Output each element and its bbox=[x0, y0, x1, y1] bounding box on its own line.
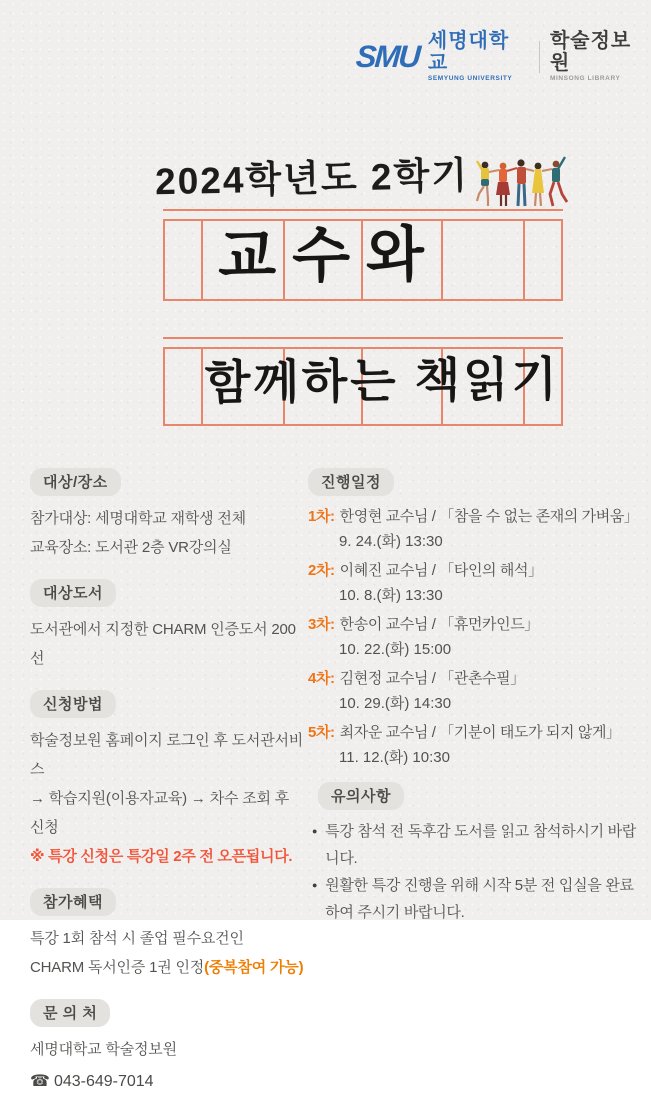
grid-line bbox=[163, 299, 563, 301]
smu-logo-icon: SMU bbox=[354, 39, 421, 75]
schedule-no: 2차: bbox=[308, 562, 335, 579]
grid-line bbox=[163, 209, 563, 211]
schedule-item bbox=[308, 720, 644, 770]
schedule-date: 11. 12.(화) 10:30 bbox=[339, 749, 450, 766]
university-name-en: SEMYUNG UNIVERSITY bbox=[427, 75, 513, 82]
apply-warning: ※ 특강 신청은 특강일 2주 전 오픈됩니다. bbox=[30, 848, 293, 865]
phone-icon: ☎ bbox=[30, 1073, 50, 1090]
main-title-line1: 교수와 bbox=[217, 220, 441, 291]
section-badge-schedule: 진행일정 bbox=[308, 468, 394, 496]
section-badge-target: 대상/장소 bbox=[30, 468, 121, 496]
bullet-icon: ● bbox=[312, 880, 318, 890]
university-name bbox=[428, 30, 529, 83]
schedule-no: 1차: bbox=[308, 508, 335, 525]
title-block bbox=[154, 148, 563, 438]
grid-line bbox=[163, 424, 563, 426]
apply-line: → 학습지원(이용자교육) → 차수 조회 후 신청 bbox=[30, 790, 290, 836]
main-title-line2: 함께하는 책읽기 bbox=[204, 352, 561, 409]
library-name bbox=[550, 30, 651, 83]
section-badge-books: 대상도서 bbox=[30, 579, 116, 607]
note-text: 원활한 특강 진행을 위해 시작 5분 전 입실을 완료하여 주시기 바랍니다. bbox=[325, 877, 634, 921]
notes-section bbox=[308, 782, 644, 926]
target-line: 참가대상: 세명대학교 재학생 전체 bbox=[30, 510, 246, 527]
grid-line bbox=[163, 347, 165, 426]
schedule-desc: 한송이 교수님 / 「휴먼카인드」 bbox=[339, 616, 539, 633]
section-badge-notes: 유의사항 bbox=[318, 782, 404, 810]
contact-phone bbox=[30, 1067, 306, 1097]
library-logo bbox=[356, 30, 651, 83]
schedule-desc: 김현정 교수님 / 「관촌수필」 bbox=[339, 670, 525, 687]
manuscript-grid-row-1 bbox=[163, 209, 563, 301]
grid-line bbox=[163, 337, 563, 339]
schedule-desc: 이혜진 교수님 / 「타인의 해석」 bbox=[339, 562, 543, 579]
university-name-kr: 세명대학교 bbox=[427, 30, 510, 74]
section-badge-benefit: 참가혜택 bbox=[30, 888, 116, 916]
grid-line bbox=[163, 219, 165, 301]
books-line: 도서관에서 지정한 CHARM 인증도서 200선 bbox=[30, 621, 296, 667]
apply-line: 학술정보원 홈페이지 로그인 후 도서관서비스 bbox=[30, 732, 304, 778]
grid-line bbox=[561, 219, 563, 301]
schedule-date: 10. 29.(화) 14:30 bbox=[339, 695, 452, 712]
info-column-right bbox=[308, 468, 644, 926]
schedule-no: 3차: bbox=[308, 616, 335, 633]
schedule-item bbox=[308, 504, 644, 554]
grid-line bbox=[163, 347, 563, 349]
benefit-highlight: (중복참여 가능) bbox=[204, 959, 304, 976]
library-name-en: MINSONG LIBRARY bbox=[549, 75, 621, 82]
target-line: 교육장소: 도서관 2층 VR강의실 bbox=[30, 539, 232, 556]
schedule-no: 4차: bbox=[308, 670, 335, 687]
benefit-line: 특강 1회 참석 시 졸업 필수요건인 bbox=[30, 930, 244, 947]
info-column-left bbox=[30, 468, 306, 1097]
grid-line bbox=[561, 347, 563, 426]
contact-org: 세명대학교 학술정보원 bbox=[30, 1041, 177, 1058]
note-text: 특강 참석 전 독후감 도서를 읽고 참석하시기 바랍니다. bbox=[325, 823, 637, 867]
schedule-date: 9. 24.(화) 13:30 bbox=[339, 533, 443, 550]
benefit-line bbox=[30, 953, 306, 982]
schedule-item bbox=[308, 666, 644, 716]
note-item bbox=[308, 818, 644, 872]
semester-title: 2024학년도 2학기 bbox=[154, 154, 470, 203]
schedule-date: 10. 8.(화) 13:30 bbox=[339, 587, 443, 604]
schedule-desc: 한영현 교수님 / 「참을 수 없는 존재의 가벼움」 bbox=[339, 508, 639, 525]
benefit-text: CHARM 독서인증 1권 인정 bbox=[30, 959, 205, 976]
logo-divider bbox=[539, 41, 540, 73]
library-name-kr: 학술정보원 bbox=[549, 30, 632, 74]
phone-number: 043-649-7014 bbox=[53, 1073, 154, 1090]
schedule-desc: 최자운 교수님 / 「기분이 태도가 되지 않게」 bbox=[339, 724, 621, 741]
note-item bbox=[308, 872, 644, 926]
schedule-no: 5차: bbox=[308, 724, 335, 741]
manuscript-grid-row-2 bbox=[163, 337, 563, 426]
dancing-people-illustration bbox=[475, 150, 569, 210]
schedule-item bbox=[308, 558, 644, 608]
schedule-item bbox=[308, 612, 644, 662]
grid-line bbox=[201, 347, 203, 426]
section-badge-apply: 신청방법 bbox=[30, 690, 116, 718]
bullet-icon: ● bbox=[312, 826, 318, 836]
grid-line bbox=[441, 219, 443, 301]
schedule-date: 10. 22.(화) 15:00 bbox=[339, 641, 452, 658]
section-badge-contact: 문 의 처 bbox=[30, 999, 110, 1027]
grid-line bbox=[523, 219, 525, 301]
